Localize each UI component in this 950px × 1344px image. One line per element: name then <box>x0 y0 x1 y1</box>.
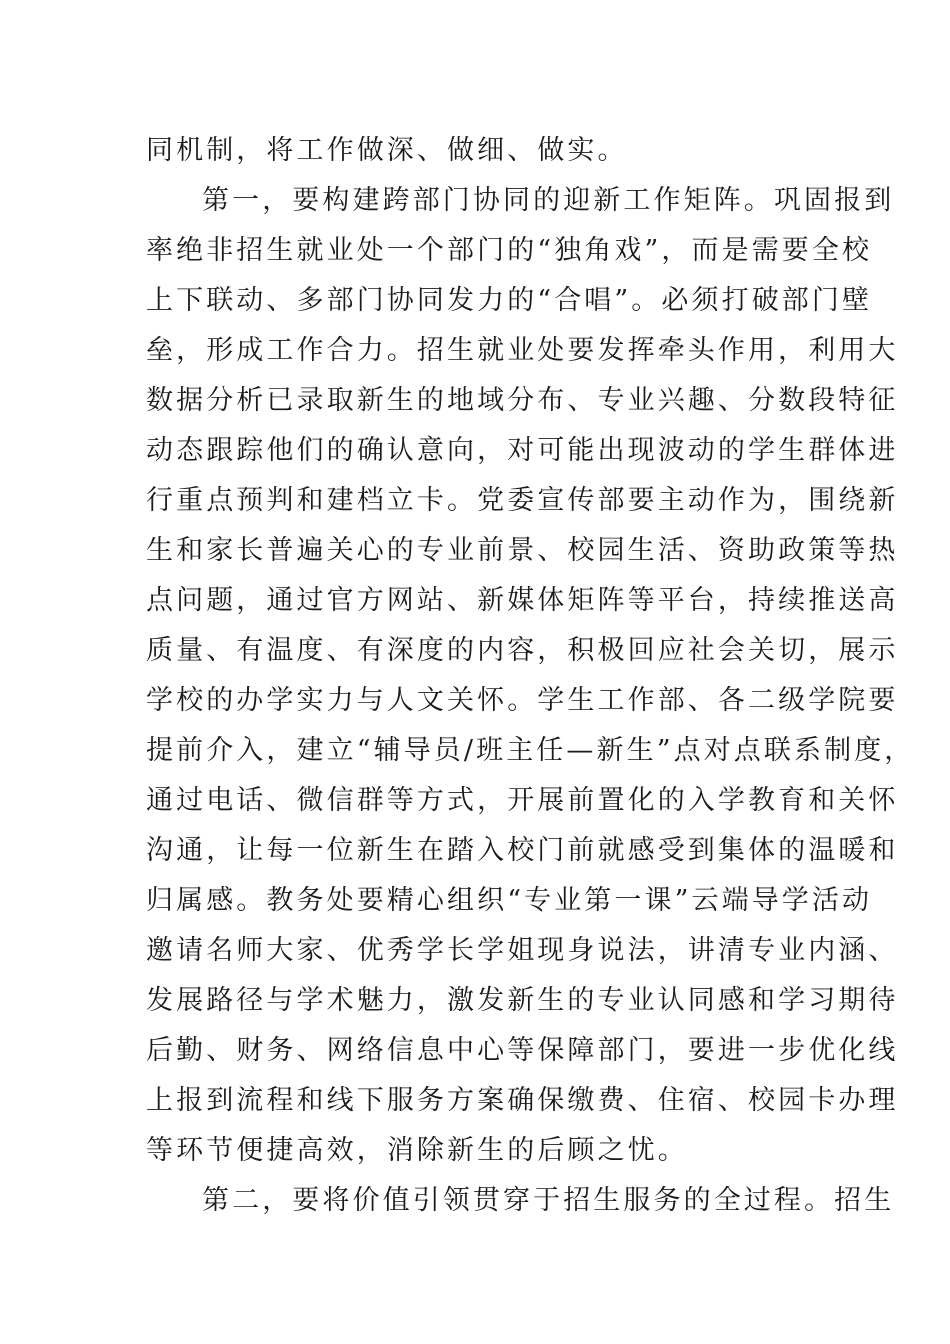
text-line: 动态跟踪他们的确认意向，对可能出现波动的学生群体进 <box>146 435 899 466</box>
text-line: 提前介入，建立“辅导员/班主任—新生”点对点联系制度， <box>146 735 915 766</box>
text-line: 等环节便捷高效，消除新生的后顾之忧。 <box>146 1135 688 1166</box>
paragraph-first-line: 第一，要构建跨部门协同的迎新工作矩阵。巩固报到 <box>202 185 895 216</box>
paragraph-first-line: 第二，要将价值引领贯穿于招生服务的全过程。招生 <box>202 1185 895 1216</box>
text-line: 率绝非招生就业处一个部门的“独角戏”，而是需要全校 <box>146 235 873 266</box>
text-line: 发展路径与学术魅力，激发新生的专业认同感和学习期待 <box>146 985 899 1016</box>
text-line: 通过电话、微信群等方式，开展前置化的入学教育和关怀 <box>146 785 899 816</box>
text-line: 垒，形成工作合力。招生就业处要发挥牵头作用，利用大 <box>146 335 899 366</box>
text-line: 点问题，通过官方网站、新媒体矩阵等平台，持续推送高 <box>146 585 899 616</box>
body-text <box>146 126 915 1226</box>
text-line: 邀请名师大家、优秀学长学姐现身说法，讲清专业内涵、 <box>146 935 899 966</box>
text-line: 归属感。教务处要精心组织“专业第一课”云端导学活动 <box>146 885 873 916</box>
text-line: 沟通，让每一位新生在踏入校门前就感受到集体的温暖和 <box>146 835 899 866</box>
text-line: 生和家长普遍关心的专业前景、校园生活、资助政策等热 <box>146 535 899 566</box>
text-line: 上报到流程和线下服务方案确保缴费、住宿、校园卡办理 <box>146 1085 899 1116</box>
text-line: 同机制，将工作做深、做细、做实。 <box>146 135 628 166</box>
text-line: 数据分析已录取新生的地域分布、专业兴趣、分数段特征 <box>146 385 899 416</box>
text-line: 行重点预判和建档立卡。党委宣传部要主动作为，围绕新 <box>146 485 899 516</box>
text-line: 学校的办学实力与人文关怀。学生工作部、各二级学院要 <box>146 685 899 716</box>
text-line: 上下联动、多部门协同发力的“合唱”。必须打破部门壁 <box>146 285 873 316</box>
text-line: 后勤、财务、网络信息中心等保障部门，要进一步优化线 <box>146 1035 899 1066</box>
text-line: 质量、有温度、有深度的内容，积极回应社会关切，展示 <box>146 635 899 666</box>
